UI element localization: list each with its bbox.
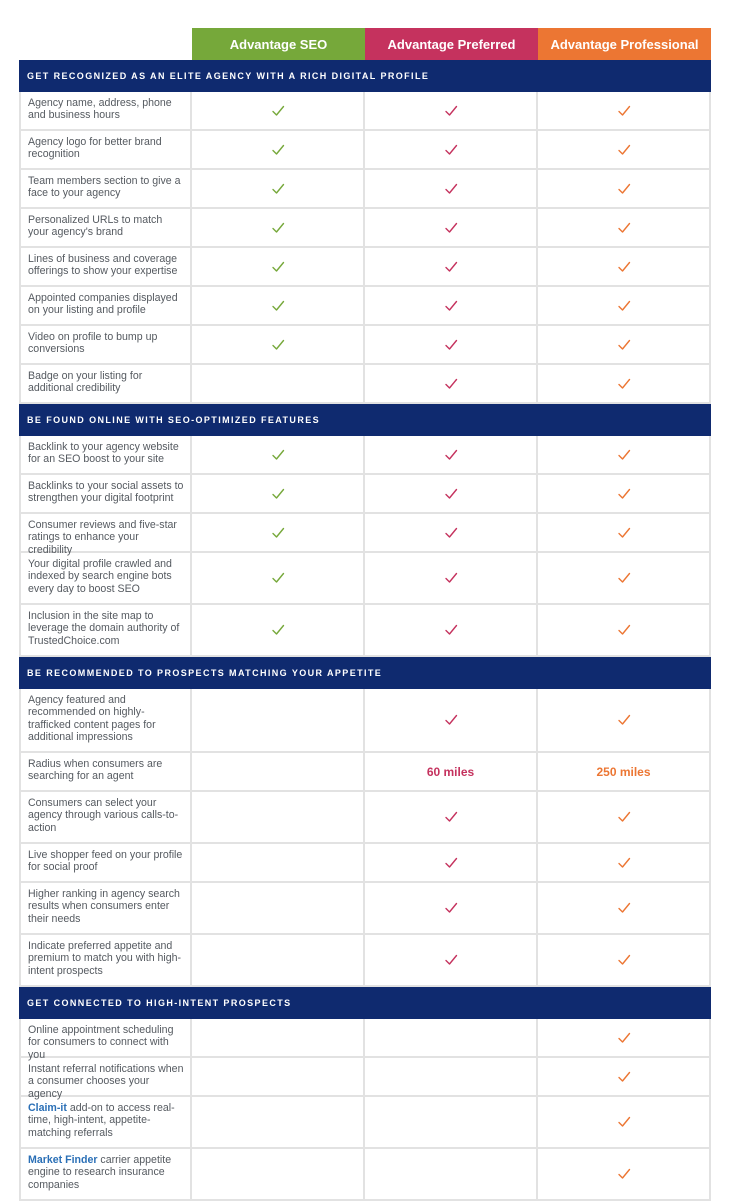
table-row xyxy=(19,514,711,556)
plan-cell-seo xyxy=(192,935,365,987)
feature-text: Backlink to your agency website for an SEO boost to your site xyxy=(28,441,179,466)
check-icon xyxy=(617,623,631,637)
feature-text: Radius when consumers are searching for an agent xyxy=(28,758,163,783)
feature-cell xyxy=(19,92,192,131)
plan-cell-pro xyxy=(538,1149,711,1201)
plan-cell-pref xyxy=(365,883,538,935)
plan-cell-pro xyxy=(538,131,711,170)
feature-text: Backlinks to your social assets to strengthen your digital footprint xyxy=(28,480,184,505)
table-row xyxy=(19,209,711,248)
table-row xyxy=(19,326,711,365)
check-icon xyxy=(444,299,458,313)
check-icon xyxy=(271,221,285,235)
table-row xyxy=(19,170,711,209)
plan-cell-seo xyxy=(192,475,365,514)
check-icon xyxy=(617,104,631,118)
feature-text: Indicate preferred appetite and premium to match you with high-intent prospects xyxy=(28,940,182,977)
check-icon xyxy=(271,143,285,157)
plan-cell-pref xyxy=(365,753,538,792)
plan-cell-pref xyxy=(365,1019,538,1058)
table-row xyxy=(19,553,711,605)
feature-cell xyxy=(19,1058,192,1100)
table-row xyxy=(19,605,711,657)
table-row xyxy=(19,248,711,287)
table-row xyxy=(19,436,711,475)
radius-value: 250 miles xyxy=(596,764,651,779)
plan-cell-pref xyxy=(365,553,538,605)
plan-professional-header: Advantage Professional xyxy=(538,28,711,60)
feature-cell xyxy=(19,689,192,753)
plan-cell-pro xyxy=(538,553,711,605)
table-row xyxy=(19,844,711,883)
feature-cell xyxy=(19,475,192,514)
check-icon xyxy=(617,1115,631,1129)
plan-header-row xyxy=(19,28,711,60)
plan-cell-seo xyxy=(192,1058,365,1097)
check-icon xyxy=(617,448,631,462)
plan-cell-pref xyxy=(365,605,538,657)
feature-text: Online appointment scheduling for consumers to connect with you xyxy=(28,1024,174,1061)
section-header: BE RECOMMENDED TO PROSPECTS MATCHING YOUR APPETITE xyxy=(19,657,711,689)
check-icon xyxy=(444,221,458,235)
feature-text: add-on to access real-time, high-intent, appetite-matching referrals xyxy=(28,1102,175,1139)
plan-cell-pref xyxy=(365,92,538,131)
radius-value: 60 miles xyxy=(426,764,475,779)
table-row xyxy=(19,475,711,514)
check-icon xyxy=(271,623,285,637)
check-icon xyxy=(444,143,458,157)
plan-cell-seo xyxy=(192,1019,365,1058)
table-row xyxy=(19,131,711,170)
plan-cell-pro xyxy=(538,209,711,248)
check-icon xyxy=(444,377,458,391)
check-icon xyxy=(444,260,458,274)
plan-cell-pro xyxy=(538,935,711,987)
feature-text: Agency name, address, phone and business hours xyxy=(28,97,172,122)
plan-cell-pref xyxy=(365,475,538,514)
plan-cell-seo xyxy=(192,689,365,753)
section-header: GET CONNECTED TO HIGH-INTENT PROSPECTS xyxy=(19,987,711,1019)
plan-cell-pro xyxy=(538,844,711,883)
plan-cell-pref xyxy=(365,287,538,326)
table-row xyxy=(19,92,711,131)
check-icon xyxy=(271,338,285,352)
plan-cell-pref xyxy=(365,326,538,365)
plan-cell-pro xyxy=(538,883,711,935)
feature-text: Agency featured and recommended on highly-trafficked content pages for additional impressions xyxy=(28,694,156,743)
table-row xyxy=(19,1097,711,1149)
plan-cell-pro xyxy=(538,792,711,844)
plan-cell-pro xyxy=(538,170,711,209)
check-icon xyxy=(444,953,458,967)
check-icon xyxy=(617,901,631,915)
plan-cell-pref xyxy=(365,689,538,753)
table-row xyxy=(19,753,711,792)
check-icon xyxy=(617,1167,631,1181)
table-row xyxy=(19,792,711,844)
check-icon xyxy=(617,377,631,391)
check-icon xyxy=(617,221,631,235)
plan-cell-seo xyxy=(192,248,365,287)
plan-cell-seo xyxy=(192,1149,365,1201)
check-icon xyxy=(271,299,285,313)
plan-cell-pref xyxy=(365,365,538,404)
check-icon xyxy=(617,713,631,727)
plan-cell-pro xyxy=(538,365,711,404)
plan-cell-seo xyxy=(192,436,365,475)
comparison-table xyxy=(19,28,711,1201)
plan-cell-seo xyxy=(192,131,365,170)
table-row xyxy=(19,287,711,326)
check-icon xyxy=(444,623,458,637)
section-header: GET RECOGNIZED AS AN ELITE AGENCY WITH A RICH DIGITAL PROFILE xyxy=(19,60,711,92)
plan-cell-pref xyxy=(365,844,538,883)
plan-cell-pro xyxy=(538,287,711,326)
plan-cell-seo xyxy=(192,1097,365,1149)
plan-seo-header: Advantage SEO xyxy=(192,28,365,60)
feature-text: Consumer reviews and five-star ratings to enhance your credibility xyxy=(28,519,177,556)
check-icon xyxy=(617,571,631,585)
check-icon xyxy=(444,901,458,915)
check-icon xyxy=(617,487,631,501)
feature-cell xyxy=(19,131,192,170)
plan-cell-pro xyxy=(538,475,711,514)
plan-cell-pro xyxy=(538,1058,711,1097)
plan-cell-seo xyxy=(192,553,365,605)
plan-cell-seo xyxy=(192,844,365,883)
feature-cell xyxy=(19,753,192,792)
plan-cell-seo xyxy=(192,209,365,248)
plan-cell-seo xyxy=(192,92,365,131)
feature-cell xyxy=(19,436,192,475)
check-icon xyxy=(444,526,458,540)
feature-text: Consumers can select your agency through various calls-to-action xyxy=(28,797,179,834)
plan-cell-pro xyxy=(538,1019,711,1058)
feature-cell xyxy=(19,1019,192,1061)
feature-text: Agency logo for better brand recognition xyxy=(28,136,162,161)
plan-cell-pref xyxy=(365,1149,538,1201)
feature-cell xyxy=(19,935,192,987)
check-icon xyxy=(617,856,631,870)
plan-preferred-header: Advantage Preferred xyxy=(365,28,538,60)
check-icon xyxy=(444,571,458,585)
feature-cell xyxy=(19,792,192,844)
check-icon xyxy=(617,953,631,967)
check-icon xyxy=(617,260,631,274)
check-icon xyxy=(444,338,458,352)
table-row xyxy=(19,365,711,404)
plan-cell-pref xyxy=(365,131,538,170)
check-icon xyxy=(617,143,631,157)
plan-cell-pref xyxy=(365,209,538,248)
feature-text: Personalized URLs to match your agency's brand xyxy=(28,214,163,239)
check-icon xyxy=(444,713,458,727)
section-header: BE FOUND ONLINE WITH SEO-OPTIMIZED FEATURES xyxy=(19,404,711,436)
feature-text: Live shopper feed on your profile for social proof xyxy=(28,849,183,874)
check-icon xyxy=(617,299,631,313)
check-icon xyxy=(271,526,285,540)
plan-cell-seo xyxy=(192,792,365,844)
plan-cell-pro xyxy=(538,605,711,657)
feature-cell xyxy=(19,553,192,605)
plan-cell-seo xyxy=(192,514,365,553)
check-icon xyxy=(271,571,285,585)
check-icon xyxy=(444,448,458,462)
feature-cell xyxy=(19,883,192,935)
check-icon xyxy=(617,526,631,540)
feature-text: carrier appetite engine to research insurance companies xyxy=(28,1154,172,1191)
plan-cell-pref xyxy=(365,248,538,287)
feature-text: Appointed companies displayed on your listing and profile xyxy=(28,292,178,317)
check-icon xyxy=(444,856,458,870)
plan-cell-pref xyxy=(365,792,538,844)
check-icon xyxy=(271,487,285,501)
table-row xyxy=(19,1149,711,1201)
plan-cell-pro xyxy=(538,753,711,792)
plan-cell-pro xyxy=(538,1097,711,1149)
feature-link[interactable]: Market Finder xyxy=(28,1154,98,1166)
feature-cell xyxy=(19,1149,192,1201)
plan-cell-pref xyxy=(365,170,538,209)
feature-cell xyxy=(19,170,192,209)
plan-cell-pro xyxy=(538,436,711,475)
feature-text: Your digital profile crawled and indexed by search engine bots every day to boost SEO xyxy=(28,558,172,595)
feature-text: Instant referral notifications when a consumer chooses your agency xyxy=(28,1063,184,1100)
check-icon xyxy=(617,338,631,352)
feature-cell xyxy=(19,1097,192,1149)
table-row xyxy=(19,1058,711,1100)
plan-cell-seo xyxy=(192,365,365,404)
header-blank xyxy=(19,28,192,60)
table-row xyxy=(19,1019,711,1061)
plan-cell-pro xyxy=(538,514,711,553)
plan-cell-seo xyxy=(192,753,365,792)
plan-cell-seo xyxy=(192,326,365,365)
check-icon xyxy=(271,260,285,274)
table-row xyxy=(19,689,711,753)
check-icon xyxy=(271,182,285,196)
table-row xyxy=(19,935,711,987)
check-icon xyxy=(617,1070,631,1084)
plan-cell-pref xyxy=(365,1097,538,1149)
feature-text: Video on profile to bump up conversions xyxy=(28,331,158,356)
check-icon xyxy=(444,487,458,501)
plan-cell-pref xyxy=(365,514,538,553)
table-body xyxy=(19,60,711,1201)
plan-cell-pro xyxy=(538,689,711,753)
feature-cell xyxy=(19,287,192,326)
plan-cell-pref xyxy=(365,1058,538,1097)
check-icon xyxy=(617,182,631,196)
feature-cell xyxy=(19,605,192,657)
check-icon xyxy=(271,104,285,118)
check-icon xyxy=(444,810,458,824)
feature-text: Higher ranking in agency search results when consumers enter their needs xyxy=(28,888,180,925)
plan-cell-pref xyxy=(365,935,538,987)
plan-cell-pro xyxy=(538,326,711,365)
plan-cell-pro xyxy=(538,248,711,287)
plan-cell-seo xyxy=(192,883,365,935)
feature-cell xyxy=(19,248,192,287)
check-icon xyxy=(444,104,458,118)
feature-text: Team members section to give a face to your agency xyxy=(28,175,181,200)
feature-text: Badge on your listing for additional credibility xyxy=(28,370,143,395)
check-icon xyxy=(444,182,458,196)
feature-text: Inclusion in the site map to leverage the domain authority of TrustedChoice.com xyxy=(28,610,180,647)
check-icon xyxy=(271,448,285,462)
plan-cell-seo xyxy=(192,605,365,657)
feature-link[interactable]: Claim-it xyxy=(28,1102,67,1114)
table-row xyxy=(19,883,711,935)
feature-cell xyxy=(19,209,192,248)
plan-cell-seo xyxy=(192,170,365,209)
feature-cell xyxy=(19,514,192,556)
feature-cell xyxy=(19,326,192,365)
check-icon xyxy=(617,1031,631,1045)
plan-cell-pro xyxy=(538,92,711,131)
feature-cell xyxy=(19,365,192,404)
feature-text: Lines of business and coverage offerings to show your expertise xyxy=(28,253,178,278)
feature-cell xyxy=(19,844,192,883)
plan-cell-pref xyxy=(365,436,538,475)
check-icon xyxy=(617,810,631,824)
plan-cell-seo xyxy=(192,287,365,326)
